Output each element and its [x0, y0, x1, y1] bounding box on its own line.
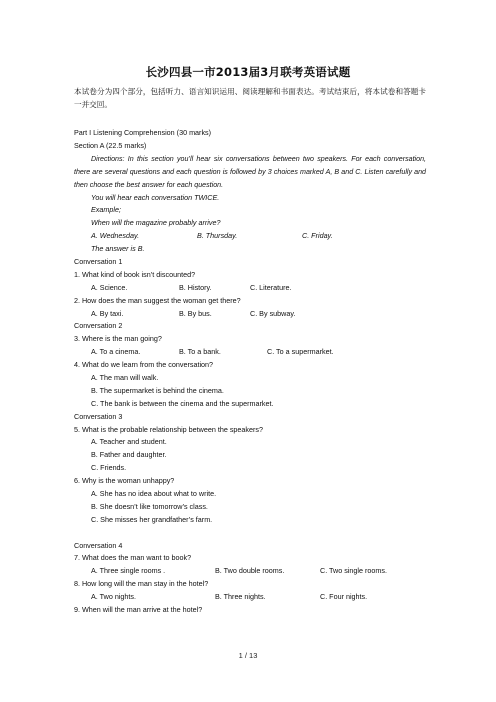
page-number: 1 / 13: [238, 651, 258, 660]
q6-option-a: A. She has no idea about what to write.: [91, 488, 217, 498]
intro-paragraph: 本试卷分为四个部分，包括听力、语言知识运用、阅读理解和书面表达。考试结束后，将本试卷和答题卡一并交回。: [74, 87, 426, 109]
question-7: 7. What does the man want to book?: [74, 553, 192, 563]
question-1-options: [74, 282, 426, 295]
section-heading: Section A (22.5 marks): [74, 140, 147, 150]
q3-option-b: B. To a bank.: [179, 347, 221, 357]
question-1: 1. What kind of book isn’t discounted?: [74, 269, 196, 279]
question-8: 8. How long will the man stay in the hotel?: [74, 579, 209, 589]
conversation-2-heading: Conversation 2: [74, 321, 123, 331]
q4-option-a: A. The man will walk.: [91, 372, 159, 382]
question-5: 5. What is the probable relationship between the speakers?: [74, 424, 263, 434]
question-7-options: [74, 565, 426, 578]
q4-option-c: C. The bank is between the cinema and the supermarket.: [91, 398, 274, 408]
question-3-options: [74, 346, 426, 359]
q3-option-c: C. To a supermarket.: [267, 347, 334, 357]
question-2: 2. How does the man suggest the woman get there?: [74, 295, 241, 305]
question-4: 4. What do we learn from the conversation?: [74, 360, 214, 370]
directions-paragraph: Directions: In this section you’ll hear six conversations between two speakers. For each conversation, there are several questions and each question is followed by 3 choices marked A, B and C. Listen carefully and then choose the best answer for each question.: [74, 154, 426, 189]
example-answer: The answer is B.: [91, 244, 145, 254]
q8-option-c: C. Four nights.: [320, 592, 368, 602]
conversation-3-heading: Conversation 3: [74, 411, 123, 421]
example-option-b: B. Thursday.: [197, 231, 238, 241]
spacer: [74, 527, 426, 540]
example-option-a: A. Wednesday.: [91, 231, 140, 241]
q7-option-c: C. Two single rooms.: [320, 566, 387, 576]
q8-option-a: A. Two nights.: [91, 592, 137, 602]
question-8-options: [74, 591, 426, 604]
example-options: [74, 230, 426, 243]
exam-content: [74, 127, 426, 617]
part-heading: Part I Listening Comprehension (30 marks): [74, 128, 212, 137]
question-2-options: [74, 308, 426, 321]
q6-option-c: C. She misses her grandfather’s farm.: [91, 514, 213, 524]
example-option-c: C. Friday.: [302, 231, 333, 241]
question-9: 9. When will the man arrive at the hotel?: [74, 605, 203, 614]
q8-option-b: B. Three nights.: [215, 592, 266, 602]
q1-option-c: C. Literature.: [250, 282, 292, 292]
example-label: Example;: [91, 205, 121, 215]
q5-option-a: A. Teacher and student.: [91, 437, 167, 447]
conversation-1-heading: Conversation 1: [74, 256, 123, 266]
q5-option-b: B. Father and daughter.: [91, 450, 167, 460]
q2-option-a: A. By taxi.: [91, 308, 124, 318]
conversation-4-heading: Conversation 4: [74, 540, 123, 550]
hear-twice-note: You will hear each conversation TWICE.: [91, 192, 220, 202]
q2-option-c: C. By subway.: [250, 308, 296, 318]
q7-option-b: B. Two double rooms.: [215, 566, 285, 576]
question-3: 3. Where is the man going?: [74, 334, 162, 344]
question-6: 6. Why is the woman unhappy?: [74, 476, 175, 486]
q3-option-a: A. To a cinema.: [91, 347, 141, 357]
q6-option-b: B. She doesn’t like tomorrow’s class.: [91, 501, 208, 511]
q5-option-c: C. Friends.: [91, 463, 127, 473]
q4-option-b: B. The supermarket is behind the cinema.: [91, 385, 224, 395]
q1-option-b: B. History.: [179, 282, 212, 292]
q2-option-b: B. By bus.: [179, 308, 212, 318]
q7-option-a: A. Three single rooms .: [91, 566, 166, 576]
example-question: When will the magazine probably arrive?: [91, 218, 221, 228]
q1-option-a: A. Science.: [91, 282, 128, 292]
page-title: 长沙四县一市2013届3月联考英语试题: [145, 65, 351, 79]
